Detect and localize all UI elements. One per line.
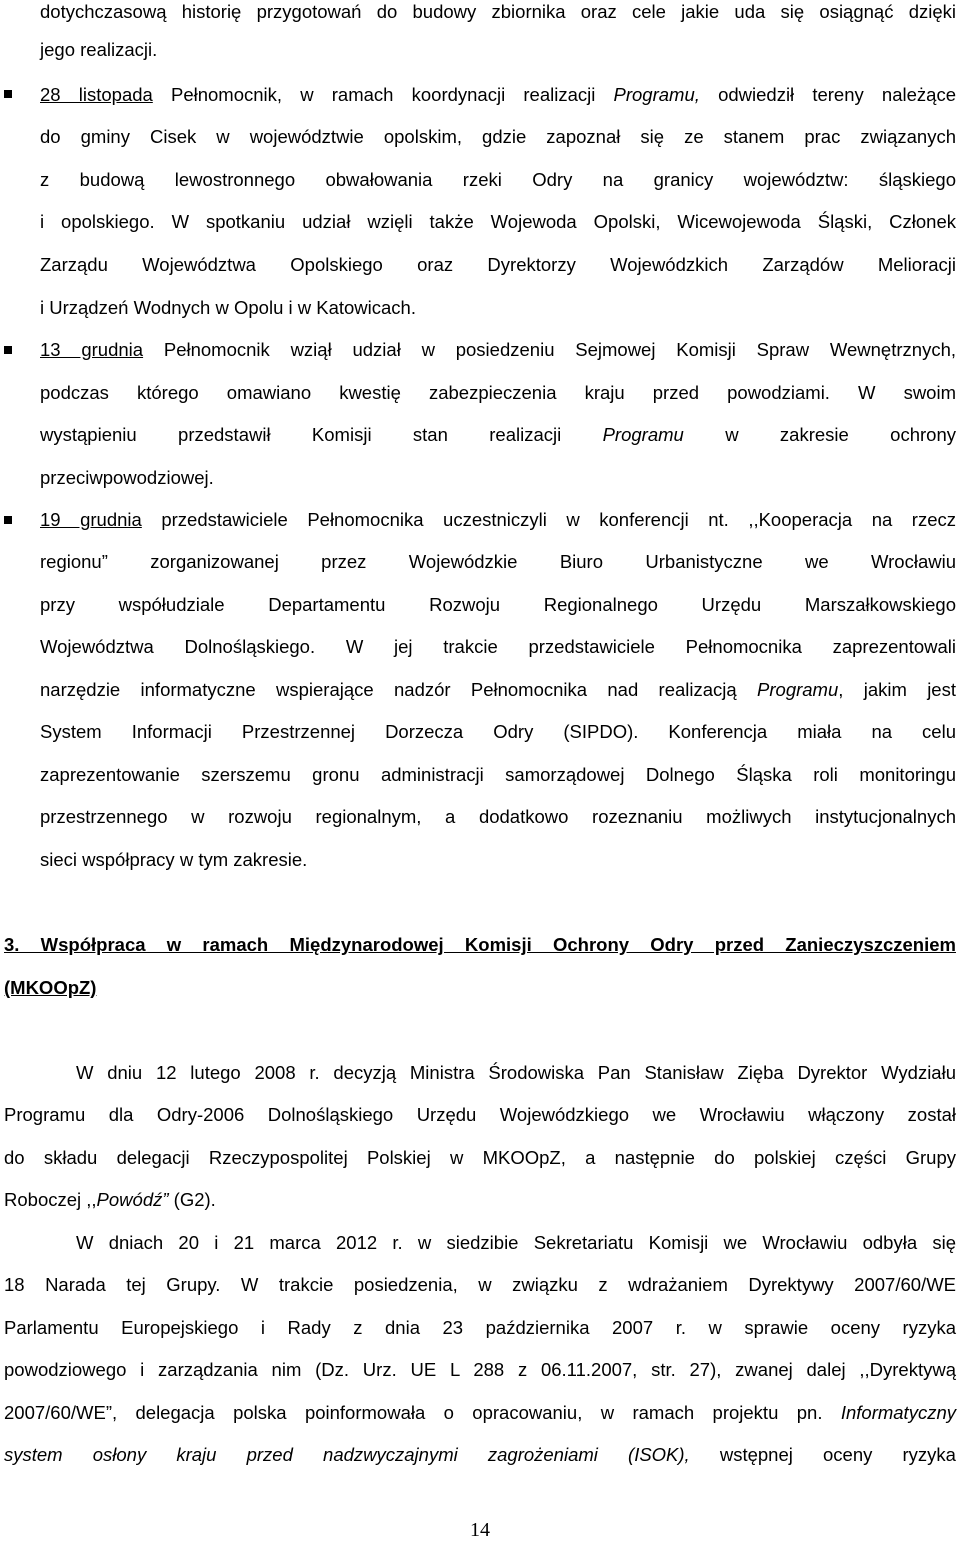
text-line: do składu delegacji Rzeczypospolitej Polskiej w MKOOpZ, a następnie do polskiej części Grupy [4, 1147, 956, 1168]
programu-italic: Programu, [613, 84, 700, 105]
bullet-marker [4, 346, 12, 354]
text-span: wstępnej oceny ryzyka [689, 1444, 956, 1465]
text-span: Roboczej ,, [4, 1189, 97, 1210]
text-line: przeciwpowodziowej. [40, 467, 214, 488]
text-line: sieci współpracy w tym zakresie. [40, 849, 308, 870]
section-heading: 3. Współpraca w ramach Międzynarodowej Komisji Ochrony Odry przed Zanieczyszczeniem [4, 934, 956, 955]
text-line: W dniu 12 lutego 2008 r. decyzją Ministra Środowiska Pan Stanisław Zięba Dyrektor Wydziału [76, 1062, 956, 1083]
text-line: jego realizacji. [40, 39, 158, 60]
text-line: przestrzennego w rozwoju regionalnym, a dodatkowo rozeznaniu możliwych instytucjonalnych [40, 806, 956, 827]
text-line: regionu” zorganizowanej przez Wojewódzkie Biuro Urbanistyczne we Wrocławiu [40, 551, 956, 572]
date-link-13-grudnia: 13 grudnia [40, 339, 144, 360]
text-line: System Informacji Przestrzennej Dorzecza Odry (SIPDO). Konferencja miała na celu [40, 721, 956, 742]
text-line: powodziowego i zarządzania nim (Dz. Urz. UE L 288 z 06.11.2007, str. 27), zwanej dalej ,,Dyrektywą [4, 1359, 956, 1380]
text-line: do gminy Cisek w województwie opolskim, gdzie zapoznał się ze stanem prac związanych [40, 126, 956, 147]
text-line [40, 83, 956, 107]
date-link-28-listopada: 28 listopada [40, 84, 153, 105]
text-line: przy współudziale Departamentu Rozwoju Regionalnego Urzędu Marszałkowskiego [40, 594, 956, 615]
text-line: Województwa Dolnośląskiego. W jej trakcie przedstawiciele Pełnomocnika zaprezentowali [40, 636, 956, 657]
text-line: dotychczasową historię przygotowań do budowy zbiornika oraz cele jakie uda się osiągnąć dzięki [40, 1, 956, 22]
text-line: W dniach 20 i 21 marca 2012 r. w siedzibie Sekretariatu Komisji we Wrocławiu odbyła się [76, 1232, 956, 1253]
text-span: (G2). [168, 1189, 216, 1210]
text-span: narzędzie informatyczne wspierające nadzór Pełnomocnika nad realizacją [40, 679, 758, 700]
programu-italic: Programu [757, 679, 839, 700]
text-line: Parlamentu Europejskiego i Rady z dnia 23 października 2007 r. w sprawie oceny ryzyka [4, 1317, 956, 1338]
text-line: zaprezentowanie szerszemu gronu administracji samorządowej Dolnego Śląska roli monitoringu [40, 764, 956, 785]
text-span: 2007/60/WE”, delegacja polska poinformowała o opracowaniu, w ramach projektu pn. [4, 1402, 841, 1423]
text-span: w zakresie ochrony [683, 424, 956, 445]
text-span: wystąpieniu przedstawił Komisji stan realizacji [40, 424, 603, 445]
date-link-19-grudnia: 19 grudnia [40, 509, 142, 530]
programu-italic: Programu [602, 424, 684, 445]
powodz-italic: Powódź” [96, 1189, 169, 1210]
text-line: z budową lewostronnego obwałowania rzeki Odry na granicy województw: śląskiego [40, 169, 956, 190]
text-span: , jakim jest [838, 679, 956, 700]
isok-italic: Informatyczny [840, 1402, 956, 1423]
text-line: podczas którego omawiano kwestię zabezpieczenia kraju przed powodziami. W swoim [40, 382, 956, 403]
text-line: i Urządzeń Wodnych w Opolu i w Katowicach. [40, 297, 416, 318]
text-span: Pełnomocnik, w ramach koordynacji realizacji [152, 84, 614, 105]
text-line [4, 1188, 216, 1212]
isok-italic: system osłony kraju przed nadzwyczajnymi zagrożeniami (ISOK), [4, 1444, 690, 1465]
bullet-marker [4, 90, 12, 98]
text-line [40, 678, 956, 702]
text-span: Pełnomocnik wziął udział w posiedzeniu Sejmowej Komisji Spraw Wewnętrznych, [143, 339, 956, 360]
text-line: Zarządu Województwa Opolskiego oraz Dyrektorzy Wojewódzkich Zarządów Melioracji [40, 254, 956, 275]
bullet-marker [4, 516, 12, 524]
text-line: Programu dla Odry-2006 Dolnośląskiego Urzędu Wojewódzkiego we Wrocławiu włączony został [4, 1104, 956, 1125]
text-line [4, 1443, 956, 1467]
text-line [4, 1401, 956, 1425]
text-line [40, 338, 956, 362]
text-line: i opolskiego. W spotkaniu udział wzięli także Wojewoda Opolski, Wicewojewoda Śląski, Członek [40, 211, 956, 232]
text-line [40, 423, 956, 447]
text-line [40, 508, 956, 532]
text-span: odwiedził tereny należące [699, 84, 956, 105]
text-span: przedstawiciele Pełnomocnika uczestniczyli w konferencji nt. ,,Kooperacja na rzecz [141, 509, 956, 530]
page-number: 14 [470, 1519, 490, 1541]
section-heading: (MKOOpZ) [4, 977, 97, 998]
text-line: 18 Narada tej Grupy. W trakcie posiedzenia, w związku z wdrażaniem Dyrektywy 2007/60/WE [4, 1274, 956, 1295]
